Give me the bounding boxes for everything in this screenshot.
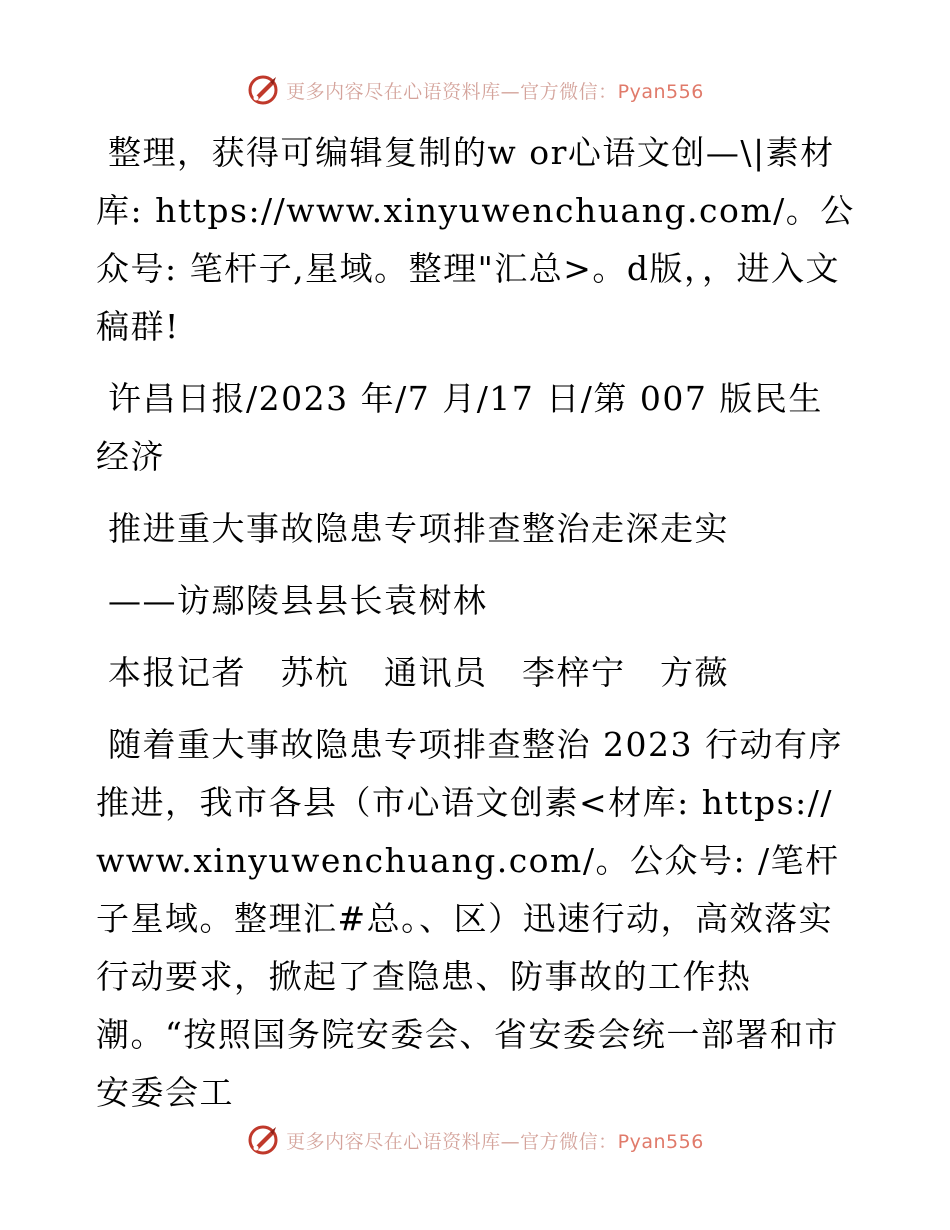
article-subtitle: ——访鄢陵县县长袁树林 (108, 581, 488, 620)
article-title: 推进重大事故隐患专项排查整治走深走实 (108, 509, 729, 548)
byline: 本报记者 苏杭 通讯员 李梓宁 方薇 (108, 653, 729, 692)
quill-logo-icon (246, 73, 280, 107)
quill-logo-icon (246, 1123, 280, 1157)
watermark-header (0, 72, 950, 108)
publication-line: 许昌日报/2023 年/7 月/17 日/第 007 版民生经济 (96, 379, 823, 476)
body-paragraph: 随着重大事故隐患专项排查整治 2023 行动有序推进，我市各县（市心语文创素<材库: https://www.xinyuwenchuang.com/。公众号: /笔杆子星域。整理汇#总。、区）迅速行动，高效落实行动要求，掀起了查隐患、防事故的工作热潮。“按照国务院安委会、省安委会统一部署和市安委会工 (96, 725, 843, 1112)
intro-paragraph: 整理，获得可编辑复制的w or心语文创—\|素材库: https://www.xinyuwenchuang.com/。公众号: 笔杆子,星域。整理"汇总>。d版，，进入文稿群! (96, 133, 855, 346)
article-body (96, 124, 856, 1122)
watermark-text: 更多内容尽在心语资料库—官方微信：Pyan556 (286, 1130, 704, 1153)
watermark-text: 更多内容尽在心语资料库—官方微信：Pyan556 (286, 80, 704, 103)
watermark-footer (0, 1122, 950, 1158)
